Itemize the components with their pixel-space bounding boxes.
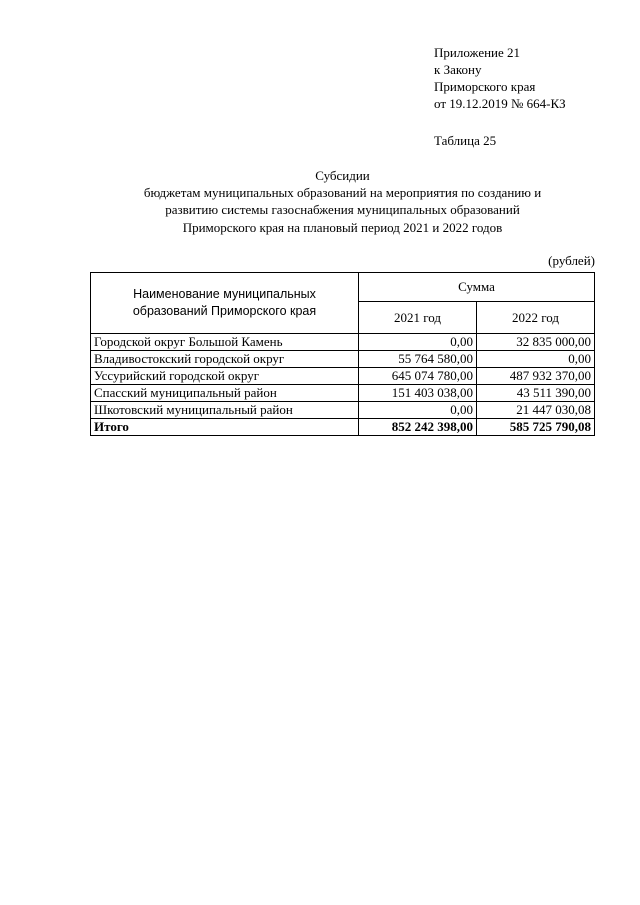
header-name-line-2: образований Приморского края: [132, 304, 317, 318]
title-line-1: Субсидии: [315, 168, 370, 183]
row-name: Владивостокский городской округ: [91, 351, 359, 368]
row-amount-2022: 21 447 030,08: [477, 402, 595, 419]
row-amount-2022: 32 835 000,00: [477, 334, 595, 351]
row-amount-2021: 645 074 780,00: [359, 368, 477, 385]
appendix-reference: [434, 44, 566, 112]
row-name: Шкотовский муниципальный район: [91, 402, 359, 419]
table-row: [91, 334, 595, 351]
appendix-line-4: от 19.12.2019 № 664-КЗ: [434, 96, 566, 111]
appendix-line-2: к Закону: [434, 62, 482, 77]
row-amount-2021: 0,00: [359, 334, 477, 351]
document-title: [90, 167, 595, 236]
row-amount-2021: 0,00: [359, 402, 477, 419]
total-amount-2021: 852 242 398,00: [359, 419, 477, 436]
table-row: [91, 385, 595, 402]
table-row: [91, 368, 595, 385]
table-label: Таблица 25: [434, 133, 497, 148]
table-header-row: [91, 273, 595, 302]
title-line-4: Приморского края на плановый период 2021 и 2022 годов: [182, 219, 503, 235]
appendix-line-1: Приложение 21: [434, 45, 521, 60]
title-line-3: развитию системы газоснабжения муниципальных образований: [165, 202, 520, 218]
header-year-2021: 2021 год: [359, 302, 477, 334]
total-row: [91, 419, 595, 436]
row-amount-2021: 151 403 038,00: [359, 385, 477, 402]
header-year-2022: 2022 год: [477, 302, 595, 334]
row-name: Уссурийский городской округ: [91, 368, 359, 385]
row-amount-2022: 0,00: [477, 351, 595, 368]
header-sum-cell: Сумма: [359, 273, 595, 302]
title-line-2: бюджетам муниципальных образований на мероприятия по созданию и: [143, 185, 542, 201]
appendix-line-3: Приморского края: [434, 79, 536, 94]
row-amount-2022: 43 511 390,00: [477, 385, 595, 402]
subsidy-table: [90, 272, 595, 436]
row-name: Городской округ Большой Камень: [91, 334, 359, 351]
header-name-cell: [91, 273, 359, 334]
row-amount-2021: 55 764 580,00: [359, 351, 477, 368]
total-label: Итого: [91, 419, 359, 436]
units-note: (рублей): [548, 253, 595, 268]
table-row: [91, 351, 595, 368]
header-name-line-1: Наименование муниципальных: [133, 287, 316, 301]
total-amount-2022: 585 725 790,08: [477, 419, 595, 436]
table-row: [91, 402, 595, 419]
row-amount-2022: 487 932 370,00: [477, 368, 595, 385]
row-name: Спасский муниципальный район: [91, 385, 359, 402]
